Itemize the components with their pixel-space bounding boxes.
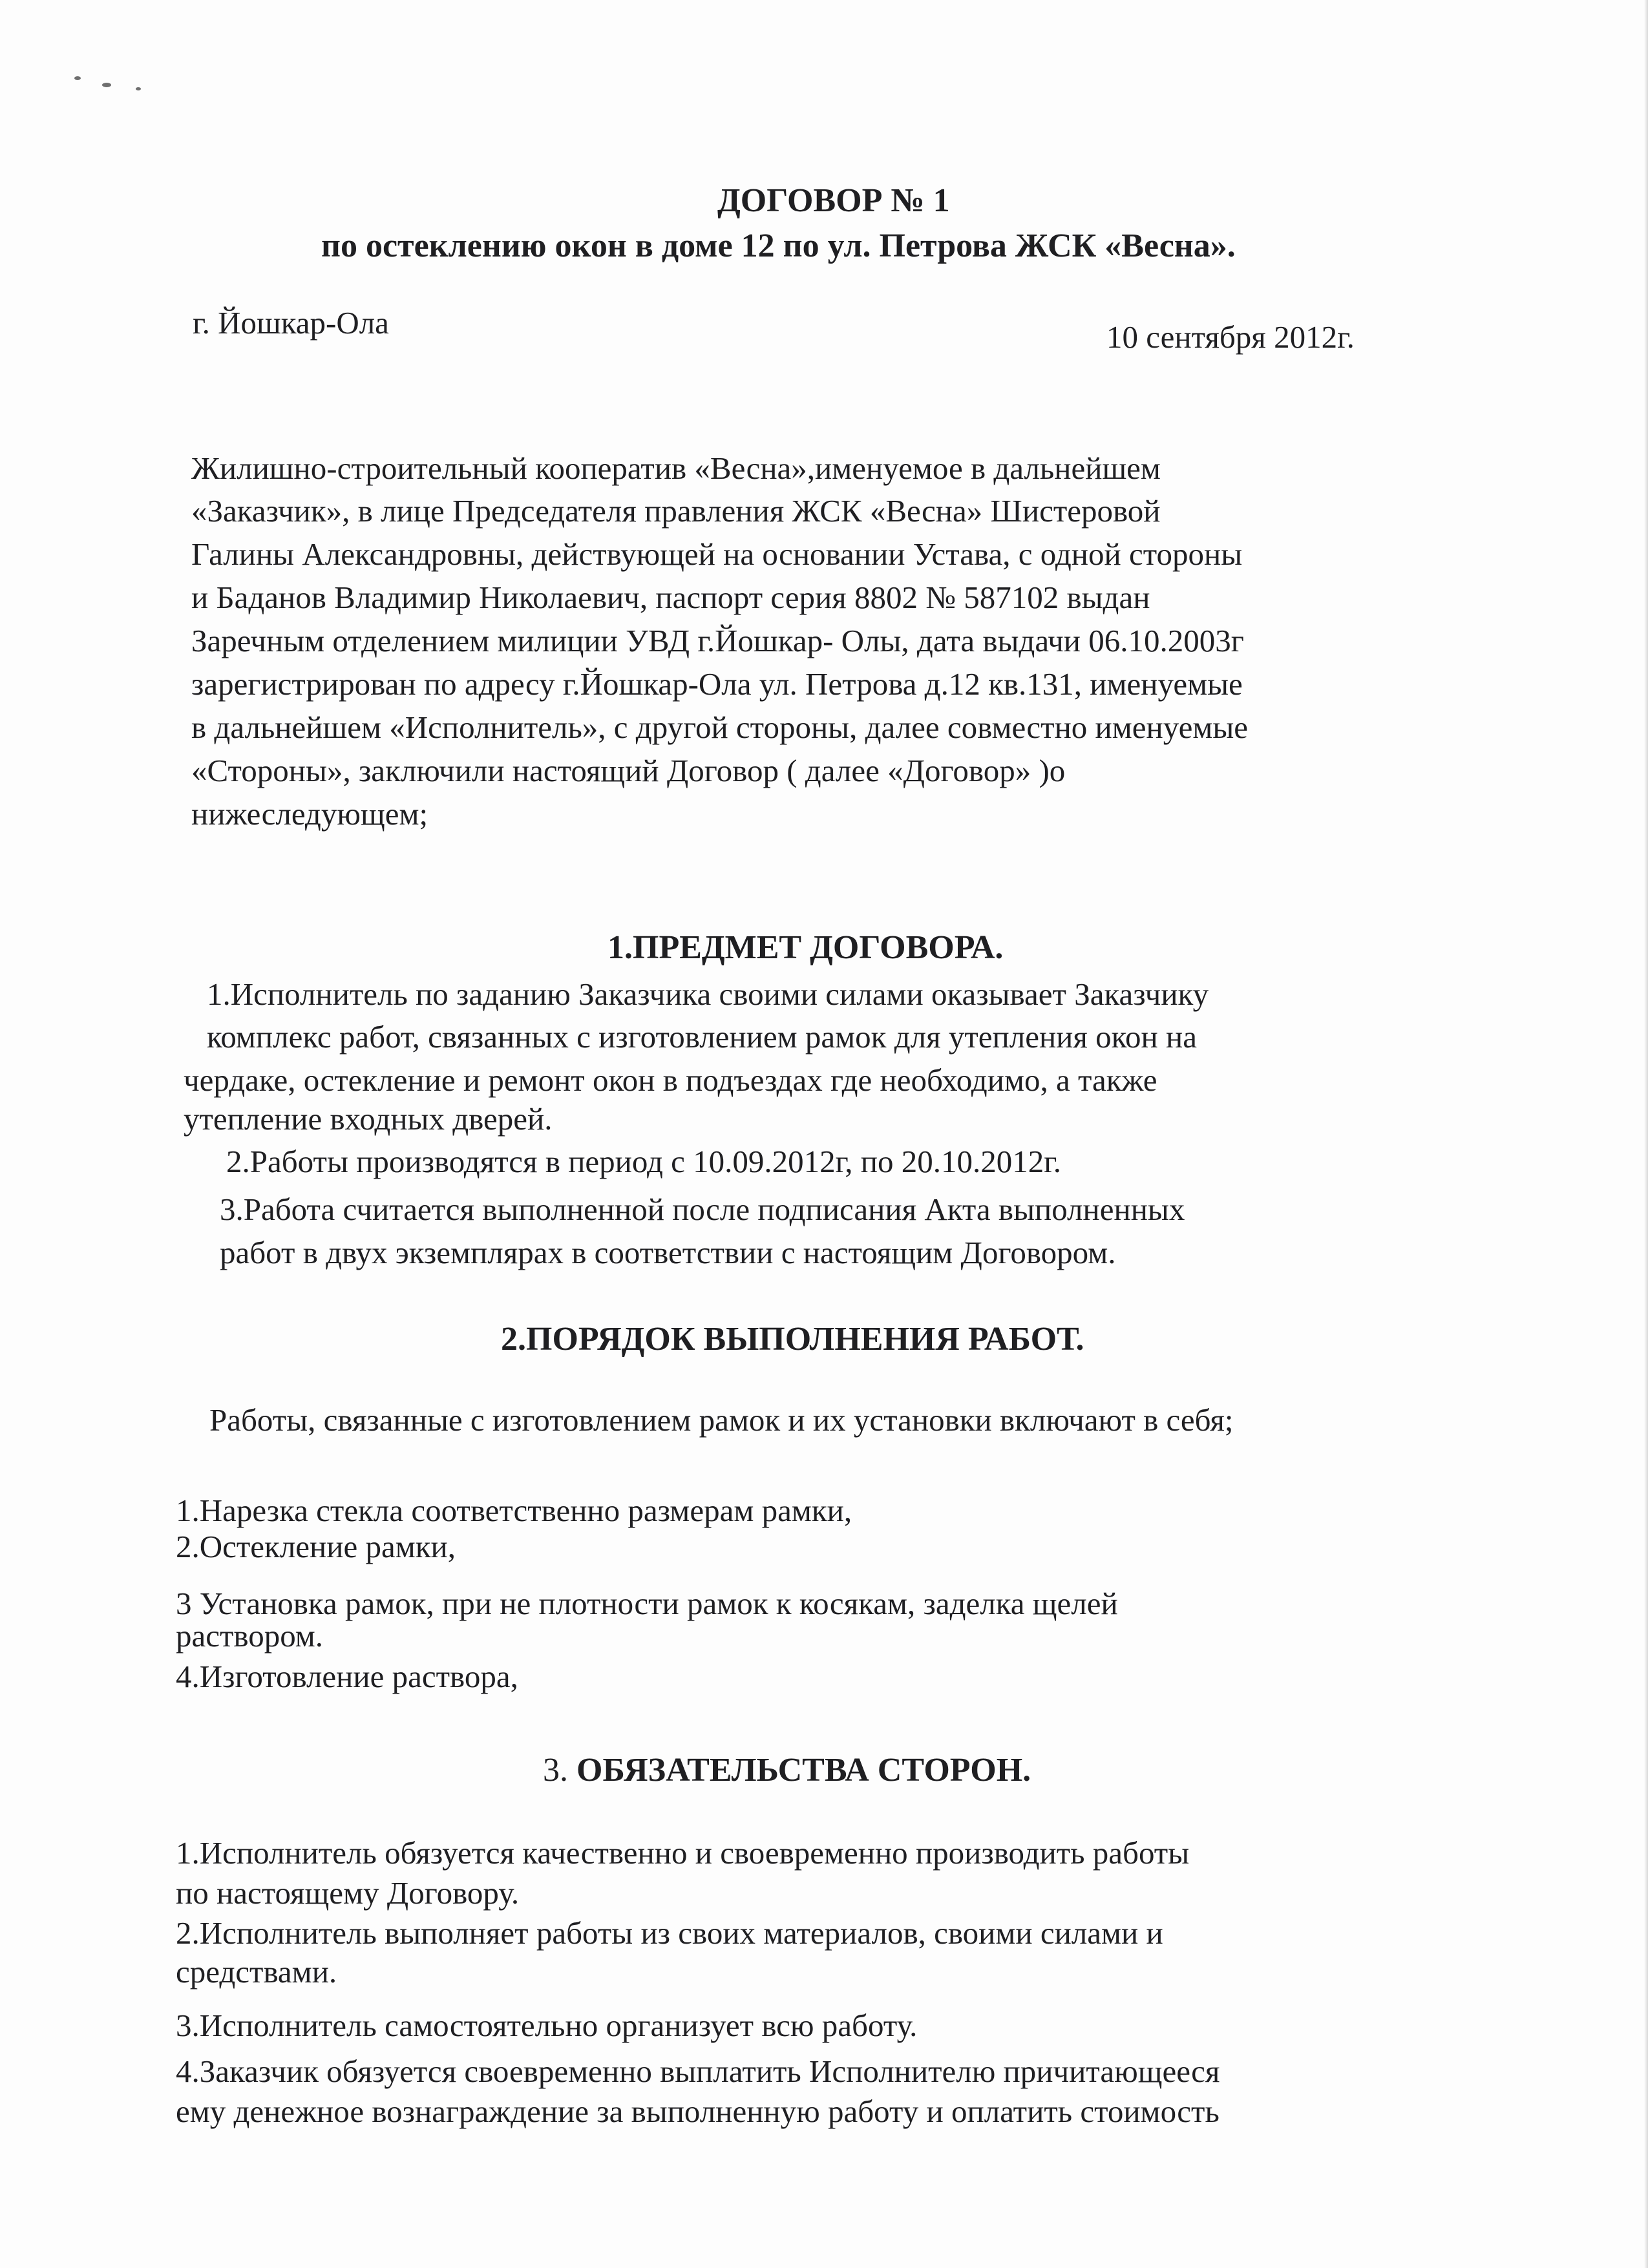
preamble-line: Заречным отделением милиции УВД г.Йошкар- Олы, дата выдачи 06.10.2003г [191, 623, 1244, 658]
section-3-heading-text: ОБЯЗАТЕЛЬСТВА СТОРОН. [576, 1752, 1031, 1789]
preamble-line: зарегистрирован по адресу г.Йошкар-Ола ул. Петрова д.12 кв.131, именуемые [191, 666, 1243, 702]
scan-speck [102, 83, 111, 87]
section-1-line: работ в двух экземплярах в соответствии с настоящим Договором. [220, 1235, 1116, 1270]
section-3-line: по настоящему Договору. [176, 1875, 520, 1911]
section-3-line: 4.Заказчик обязуется своевременно выплатить Исполнителю причитающееся [176, 2053, 1220, 2089]
section-2-line: раствором. [176, 1618, 324, 1654]
section-3-line: 2.Исполнитель выполняет работы из своих материалов, своими силами и [176, 1915, 1163, 1951]
section-2-heading: 2.ПОРЯДОК ВЫПОЛНЕНИЯ РАБОТ. [501, 1321, 1084, 1358]
section-2-line: 4.Изготовление раствора, [176, 1659, 518, 1694]
document-subtitle: по остеклению окон в доме 12 по ул. Петрова ЖСК «Весна». [321, 227, 1236, 264]
section-1-line: 1.Исполнитель по заданию Заказчика своими силами оказывает Заказчику [207, 976, 1209, 1012]
section-3-heading [543, 1750, 1031, 1790]
section-3-line: 3.Исполнитель самостоятельно организует всю работу. [176, 2008, 918, 2043]
section-1-heading: 1.ПРЕДМЕТ ДОГОВОРА. [607, 929, 1004, 966]
preamble-line: Жилишно-строительный кооператив «Весна»,именуемое в дальнейшем [191, 450, 1161, 486]
preamble-line: «Заказчик», в лице Председателя правления ЖСК «Весна» Шистеровой [191, 493, 1161, 529]
document-date: 10 сентября 2012г. [1106, 319, 1355, 355]
section-2-intro: Работы, связанные с изготовлением рамок и их установки включают в себя; [209, 1402, 1234, 1438]
preamble-line: Галины Александровны, действующей на основании Устава, с одной стороны [191, 536, 1243, 572]
section-3-line: 1.Исполнитель обязуется качественно и своевременно производить работы [176, 1835, 1190, 1871]
preamble-line: «Стороны», заключили настоящий Договор ( далее «Договор» )о [191, 753, 1066, 788]
document-title: ДОГОВОР № 1 [717, 182, 950, 219]
section-2-line: 2.Остекление рамки, [176, 1529, 456, 1564]
document-city: г. Йошкар-Ола [193, 305, 389, 341]
scan-speck [136, 87, 141, 90]
section-2-line: 3 Установка рамок, при не плотности рамок к косякам, заделка щелей [176, 1586, 1118, 1621]
section-1-line: 2.Работы производятся в период с 10.09.2012г, по 20.10.2012г. [226, 1144, 1062, 1179]
section-2-line: 1.Нарезка стекла соответственно размерам рамки, [176, 1493, 852, 1528]
scan-speck [74, 76, 81, 80]
section-1-line: утепление входных дверей. [184, 1101, 553, 1137]
section-3-heading-number: 3. [543, 1752, 568, 1789]
preamble-line: и Баданов Владимир Николаевич, паспорт серия 8802 № 587102 выдан [191, 580, 1150, 615]
section-1-line: комплекс работ, связанных с изготовлением рамок для утепления окон на [207, 1019, 1197, 1055]
section-3-line: средствами. [176, 1954, 337, 1990]
section-1-line: 3.Работа считается выполненной после подписания Акта выполненных [220, 1192, 1185, 1227]
preamble-line: нижеследующем; [191, 796, 428, 832]
preamble-line: в дальнейшем «Исполнитель», с другой стороны, далее совместно именуемые [191, 709, 1249, 745]
section-1-line: чердаке, остекление и ремонт окон в подъездах где необходимо, а также [184, 1062, 1157, 1098]
scan-edge-shadow [1644, 0, 1648, 2268]
section-3-line: ему денежное вознаграждение за выполненную работу и оплатить стоимость [176, 2094, 1220, 2129]
